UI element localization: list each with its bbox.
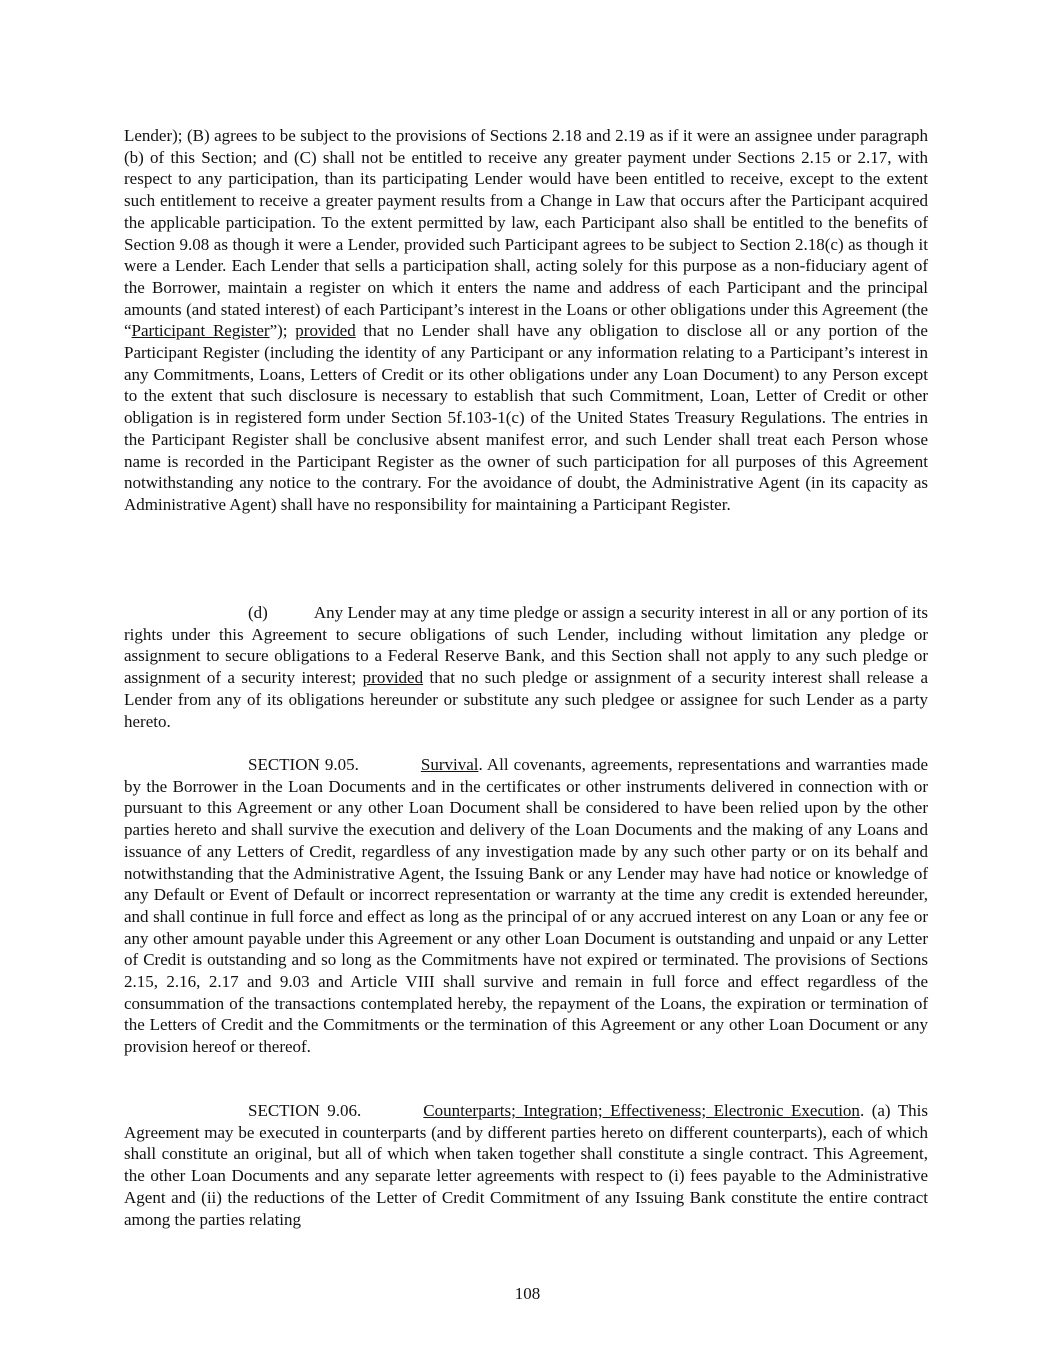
section-text: . (a) This Agreement may be executed in counterparts (and by different parties hereto on different counterparts), each of which shall constitute an original, but all of which when taken together shall constitute a single contract. This Agreement, the other Loan Documents and any separate letter agreements with respect to (i) fees payable to the Administrative Agent and (ii) the reductions of the Letter of Credit Commitment of any Issuing Bank constitute the entire contract among the parties relating [124,1101,928,1229]
paragraph-label: (d) [248,603,268,622]
section-9-05 [124,754,928,1058]
paragraph-participant-register [124,125,928,516]
paragraph-text: ”); [269,321,296,341]
section-text: . All covenants, agreements, representations and warranties made by the Borrower in the Loan Documents and in the certificates or other instruments delivered in connection with or pursuant to this Agreement or any other Loan Document shall be considered to have been relied upon by the other parties hereto and shall survive the execution and delivery of the Loan Documents and the making of any Loans and issuance of any Letters of Credit, regardless of any investigation made by any such other party or on its behalf and notwithstanding that the Administrative Agent, the Issuing Bank or any Lender may have had notice or knowledge of any Default or Event of Default or incorrect representation or warranty at the time any credit is extended hereunder, and shall continue in full force and effect as long as the principal of or any accrued interest on any Loan or any fee or any other amount payable under this Agreement or any other Loan Document is outstanding and unpaid or any Letter of Credit is outstanding and so long as the Commitments have not expired or terminated. The provisions of Sections 2.15, 2.16, 2.17 and 9.03 and Article VIII shall survive and remain in full force and effect regardless of the consummation of the transactions contemplated hereby, the repayment of the Loans, the expiration or termination of the Letters of Credit and the Commitments or the termination of this Agreement or any other Loan Document or any provision hereof or thereof. [124,755,928,1057]
section-number: SECTION 9.05. [248,755,359,774]
paragraph-text: that no Lender shall have any obligation to disclose all or any portion of the Participant Register (including the identity of any Participant or any information relating to a Participant’s interest in any Commitments, Loans, Letters of Credit or its other obligations under any Loan Document) to any Person except to the extent that such disclosure is necessary to establish that such Commitment, Loan, Letter of Credit or other obligation is in registered form under Section 5f.103-1(c) of the United States Treasury Regulations. The entries in the Participant Register shall be conclusive absent manifest error, and such Lender shall treat each Person whose name is recorded in the Participant Register as the owner of such participation for all purposes of this Agreement notwithstanding any notice to the contrary. For the avoidance of doubt, the Administrative Agent (in its capacity as Administrative Agent) shall have no responsibility for maintaining a Participant Register. [124,321,928,514]
section-number: SECTION 9.06. [248,1101,362,1120]
provided-term: provided [362,668,424,688]
page-number: 108 [514,1284,541,1303]
section-9-06 [124,1100,928,1230]
provided-term: provided [295,321,356,341]
paragraph-d [124,602,928,732]
section-heading: Survival [420,755,479,774]
paragraph-text: that no such pledge or assignment of a security interest shall release a Lender from any of its obligations hereunder or substitute any such pledgee or assignee for such Lender as a party hereto. [124,668,928,731]
defined-term-participant-register: Participant Register [131,321,270,341]
section-heading: Counterparts; Integration; Effectiveness; Electronic Execution [423,1101,860,1120]
paragraph-text: Any Lender may at any time pledge or assign a security interest in all or any portion of its rights under this Agreement to secure obligations of such Lender, including without limitation any pledge or assignment to secure obligations to a Federal Reserve Bank, and this Section shall not apply to any such pledge or assignment of a security interest; [124,603,928,688]
paragraph-text: Lender); (B) agrees to be subject to the provisions of Sections 2.18 and 2.19 as if it were an assignee under paragraph (b) of this Section; and (C) shall not be entitled to receive any greater payment under Sections 2.15 or 2.17, with respect to any participation, than its participating Lender would have been entitled to receive, except to the extent such entitlement to receive a greater payment results from a Change in Law that occurs after the Participant acquired the applicable participation. To the extent permitted by law, each Participant also shall be entitled to the benefits of Section 9.08 as though it were a Lender, provided such Participant agrees to be subject to Section 2.18(c) as though it were a Lender. Each Lender that sells a participation shall, acting solely for this purpose as a non-fiduciary agent of the Borrower, maintain a register on which it enters the name and address of each Participant and the principal amounts (and stated interest) of each Participant’s interest in the Loans or other obligations under this Agreement (the “ [124,126,928,341]
